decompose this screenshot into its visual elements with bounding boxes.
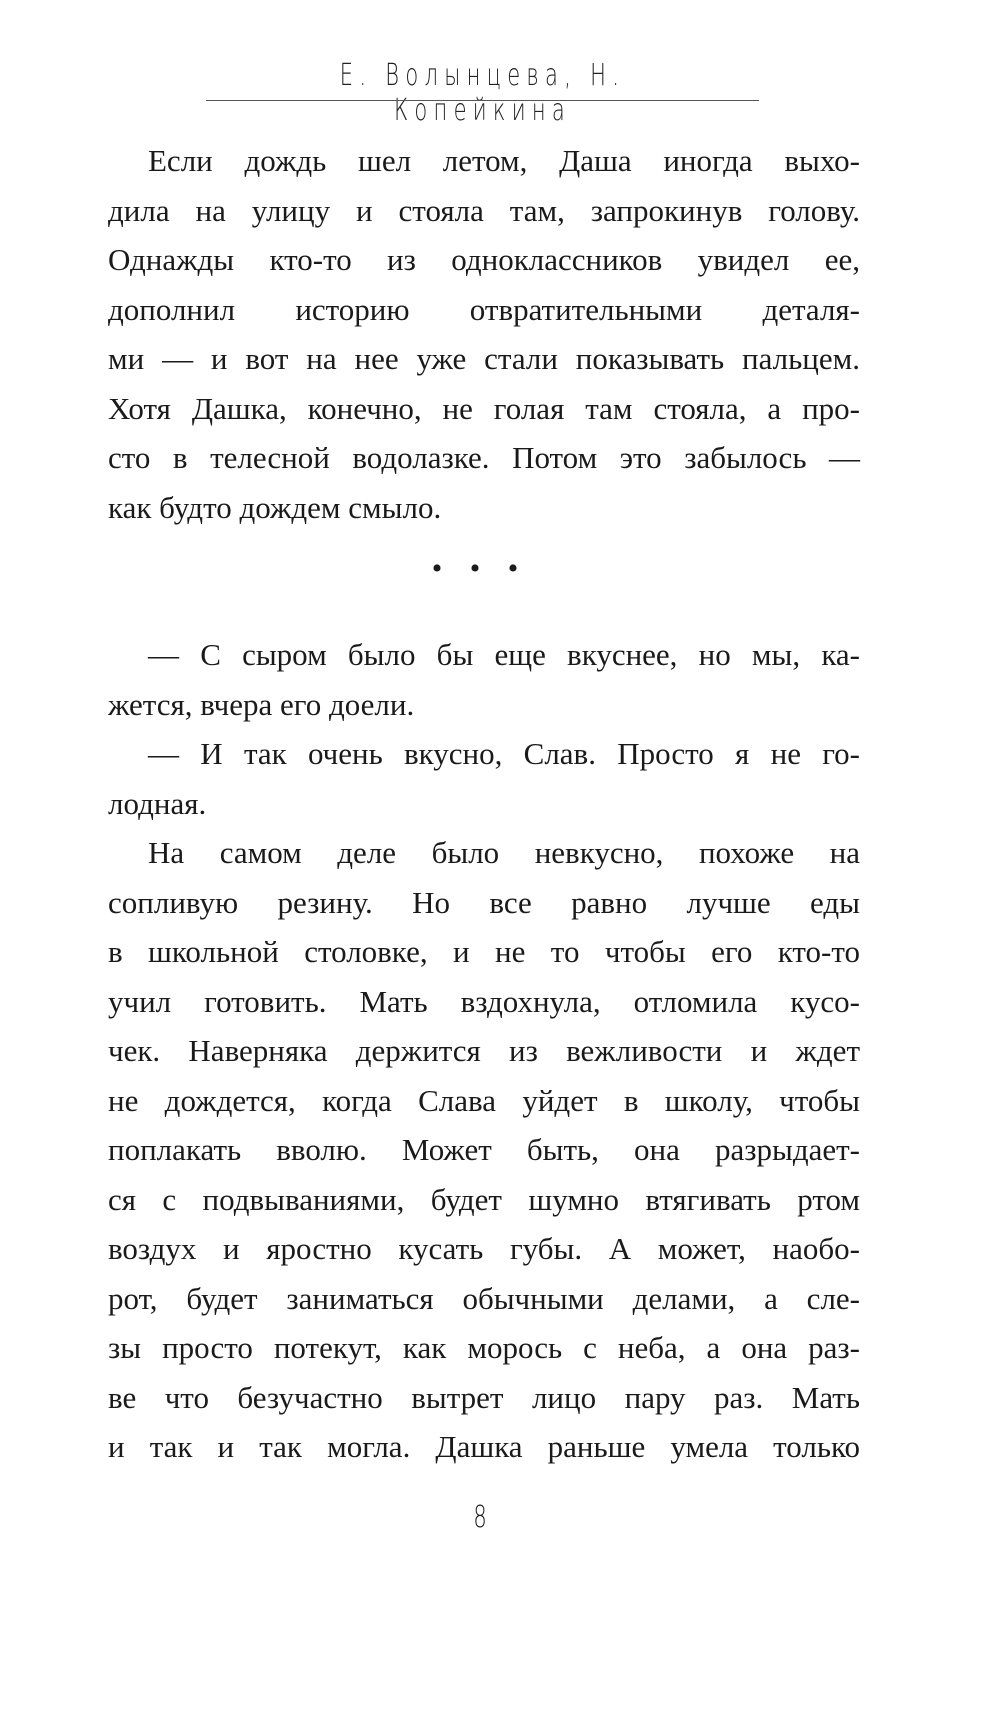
text-line: Хотя Дашка, конечно, не голая там стояла, а про-: [108, 390, 860, 426]
text-line: как будто дождем смыло.: [108, 489, 442, 525]
page-number: 8: [473, 1500, 487, 1535]
section-separator: • • •: [431, 552, 529, 585]
text-line: чек. Наверняка держится из вежливости и ждет: [108, 1033, 860, 1068]
running-head: Е. Волынцева, Н. Копейкина: [339, 58, 626, 128]
text-line: ся с подвываниями, будет шумно втягивать ртом: [108, 1181, 860, 1217]
header-rule: [206, 100, 759, 101]
text-line: дополнил историю отвратительными деталя-: [108, 291, 860, 327]
text-line: На самом деле было невкусно, похоже на: [148, 835, 860, 870]
text-line: жется, вчера его доели.: [108, 686, 415, 722]
text-line: сто в телесной водолазке. Потом это забылось —: [108, 440, 860, 475]
text-line: сопливую резину. Но все равно лучше еды: [108, 884, 860, 920]
text-line: зы просто потекут, как морось с неба, а она раз-: [108, 1330, 860, 1365]
text-line: не дождется, когда Слава уйдет в школу, чтобы: [108, 1082, 860, 1118]
text-line: и так и так могла. Дашка раньше умела только: [108, 1429, 860, 1464]
paragraph-section-2: [108, 630, 860, 1472]
text-line: в школьной столовке, и не то чтобы его кто-то: [108, 934, 860, 969]
text-line: поплакать вволю. Может быть, она разрыдает-: [108, 1132, 860, 1167]
text-line: учил готовить. Мать вздохнула, отломила кусо-: [108, 983, 860, 1019]
text-line: дила на улицу и стояла там, запрокинув голову.: [108, 192, 860, 228]
text-line: ве что безучастно вытрет лицо пару раз. Мать: [108, 1379, 860, 1415]
text-line: — С сыром было бы еще вкуснее, но мы, ка-: [148, 637, 860, 672]
text-line: Если дождь шел летом, Даша иногда выхо-: [148, 143, 860, 178]
text-line: ми — и вот на нее уже стали показывать пальцем.: [108, 341, 860, 376]
text-line: рот, будет заниматься обычными делами, а сле-: [108, 1280, 860, 1316]
text-line: лодная.: [108, 785, 207, 821]
text-line: — И так очень вкусно, Слав. Просто я не го-: [148, 736, 860, 771]
text-line: Однажды кто-то из одноклассников увидел ее,: [108, 242, 860, 277]
paragraph-section-1: [108, 136, 860, 532]
text-line: воздух и яростно кусать губы. А может, наобо-: [108, 1231, 860, 1266]
